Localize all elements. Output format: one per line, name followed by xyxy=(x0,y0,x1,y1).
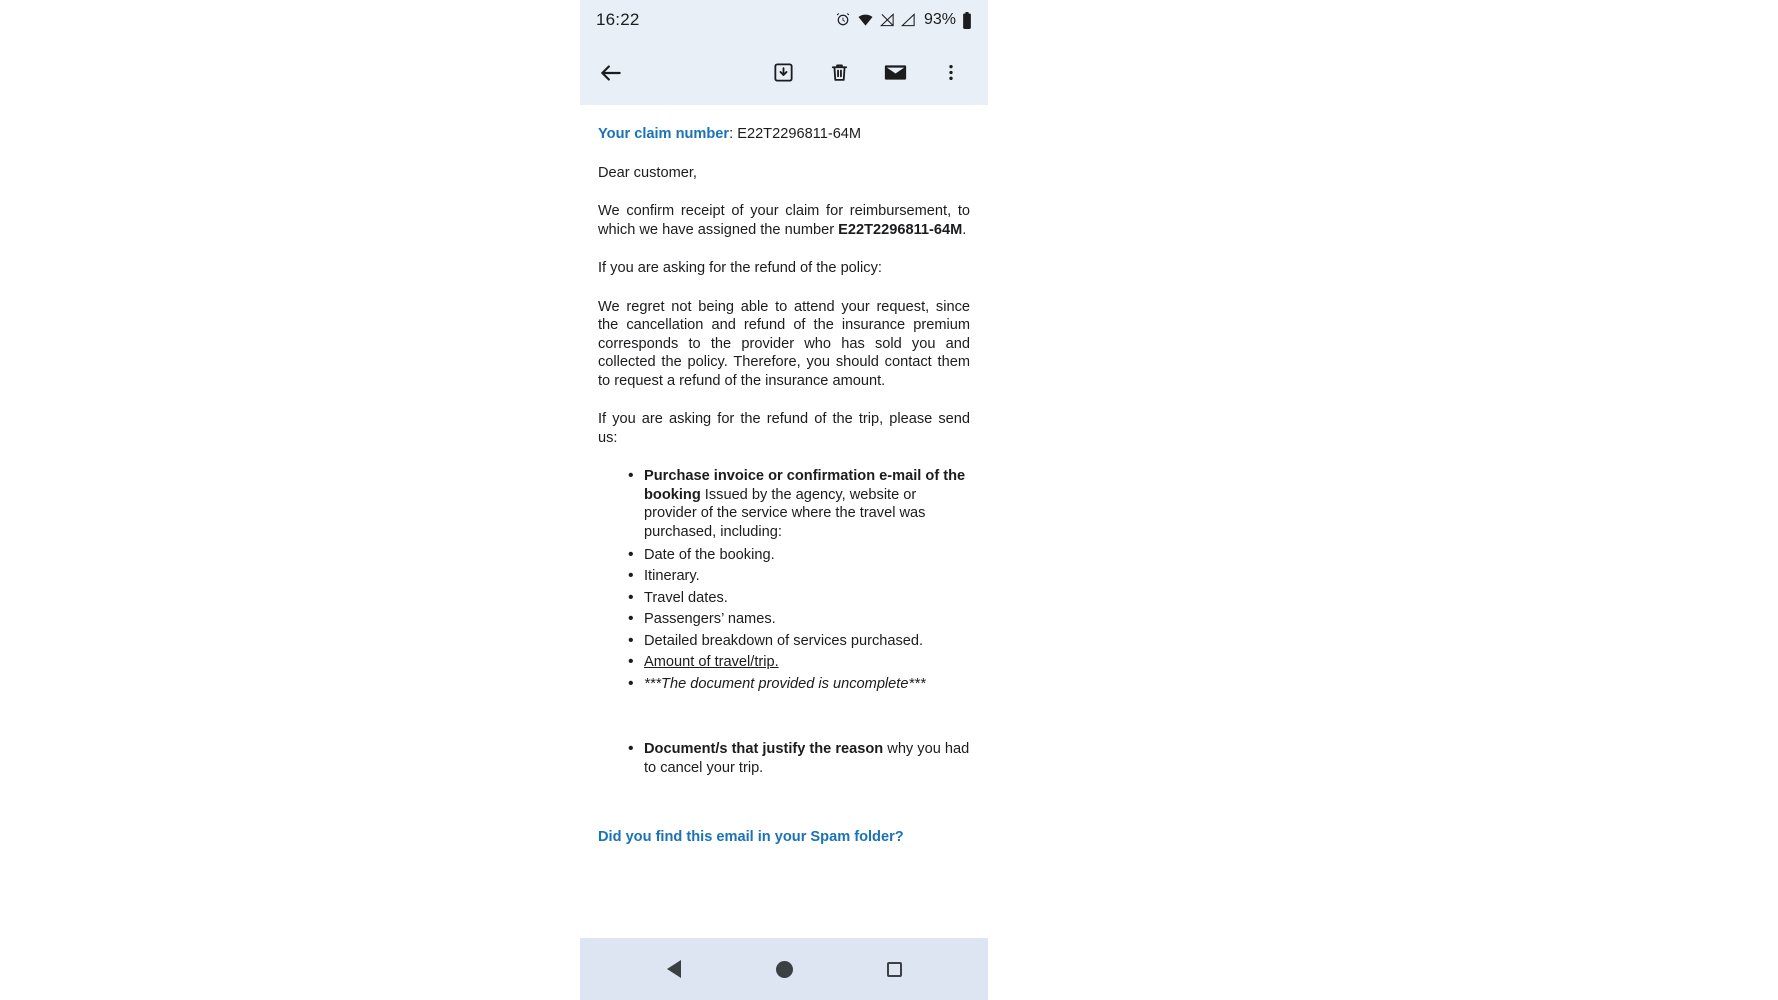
list-group-spacer xyxy=(598,696,970,740)
claim-number-line xyxy=(598,125,970,144)
cellular-signal-icon xyxy=(901,12,916,28)
list-item-text-italic: ***The document provided is uncomplete*** xyxy=(644,675,926,692)
justification-documents-list xyxy=(598,740,970,777)
claim-number-label: Your claim number xyxy=(598,126,730,142)
list-item xyxy=(644,467,970,541)
paragraph-receipt-pre: We confirm receipt of your claim for reimbursement, to which we have assigned the number xyxy=(598,203,970,238)
greeting-text: Dear customer, xyxy=(598,164,697,181)
paragraph-trip-refund-question: If you are asking for the refund of the trip, please send us: xyxy=(598,411,970,446)
nav-recents-square xyxy=(887,962,902,977)
paragraph-receipt-post: . xyxy=(962,221,967,238)
spam-section-spacer xyxy=(598,780,970,824)
wifi-icon xyxy=(857,12,874,28)
list-item-text: Passengers’ names. xyxy=(644,611,776,628)
mark-unread-icon[interactable] xyxy=(878,56,912,90)
cellular-signal-no-sim-icon xyxy=(880,12,895,28)
paragraph-receipt-number: E22T2296811-64M xyxy=(838,221,963,238)
list-item-text: Issued by the agency, website or provider of the service where the travel was purchased, including: xyxy=(644,486,926,540)
list-item-text: Date of the booking. xyxy=(644,546,775,563)
status-bar xyxy=(580,0,988,40)
status-icons xyxy=(835,11,972,29)
list-item xyxy=(644,740,970,777)
list-item xyxy=(644,675,970,694)
status-clock: 16:22 xyxy=(596,10,640,29)
list-item-text: Travel dates. xyxy=(644,589,728,606)
email-body[interactable] xyxy=(580,105,988,890)
list-item-bold: Purchase invoice or confirmation e-mail of the booking xyxy=(644,468,966,503)
list-item xyxy=(644,632,970,651)
paragraph-policy-refund-question: If you are asking for the refund of the policy: xyxy=(598,260,882,277)
paragraph-receipt xyxy=(598,202,970,239)
paragraph-policy-refund-answer: We regret not being able to attend your request, since the cancellation and refund of the insurance premium corresponds to the provider who has sold you and collected the policy. Therefore, you should contact them to request a refund of the insurance amount. xyxy=(598,298,970,389)
nav-back-icon[interactable] xyxy=(659,954,689,984)
claim-number-value: E22T2296811-64M xyxy=(737,126,862,142)
list-item-text: why you had to cancel your trip. xyxy=(644,741,970,776)
nav-home-circle xyxy=(776,961,793,978)
list-item xyxy=(644,610,970,629)
list-item xyxy=(644,589,970,608)
list-item-text-underlined: Amount of travel/trip. xyxy=(644,654,779,671)
list-item xyxy=(644,567,970,586)
back-arrow-icon[interactable] xyxy=(594,56,628,90)
archive-icon[interactable] xyxy=(766,56,800,90)
delete-icon[interactable] xyxy=(822,56,856,90)
list-item-text: Detailed breakdown of services purchased. xyxy=(644,632,924,649)
nav-home-icon[interactable] xyxy=(769,954,799,984)
nav-recents-icon[interactable] xyxy=(879,954,909,984)
action-bar-right xyxy=(766,56,974,90)
android-navigation-bar xyxy=(580,938,988,1000)
list-item-bold: Document/s that justify the reason xyxy=(644,741,884,758)
required-documents-list xyxy=(598,467,970,693)
nav-back-triangle xyxy=(667,960,681,978)
more-options-icon[interactable] xyxy=(934,56,968,90)
list-item-text: Itinerary. xyxy=(644,568,700,585)
battery-icon xyxy=(962,12,972,29)
battery-percent-label: 93% xyxy=(923,11,956,28)
list-item xyxy=(644,653,970,672)
email-action-bar xyxy=(580,40,988,105)
spam-folder-question: Did you find this email in your Spam folder? xyxy=(598,829,904,846)
claim-number-separator: : xyxy=(729,126,738,142)
action-bar-left xyxy=(594,56,628,90)
alarm-icon xyxy=(835,12,851,28)
list-item xyxy=(644,546,970,565)
phone-screen xyxy=(580,0,988,1000)
